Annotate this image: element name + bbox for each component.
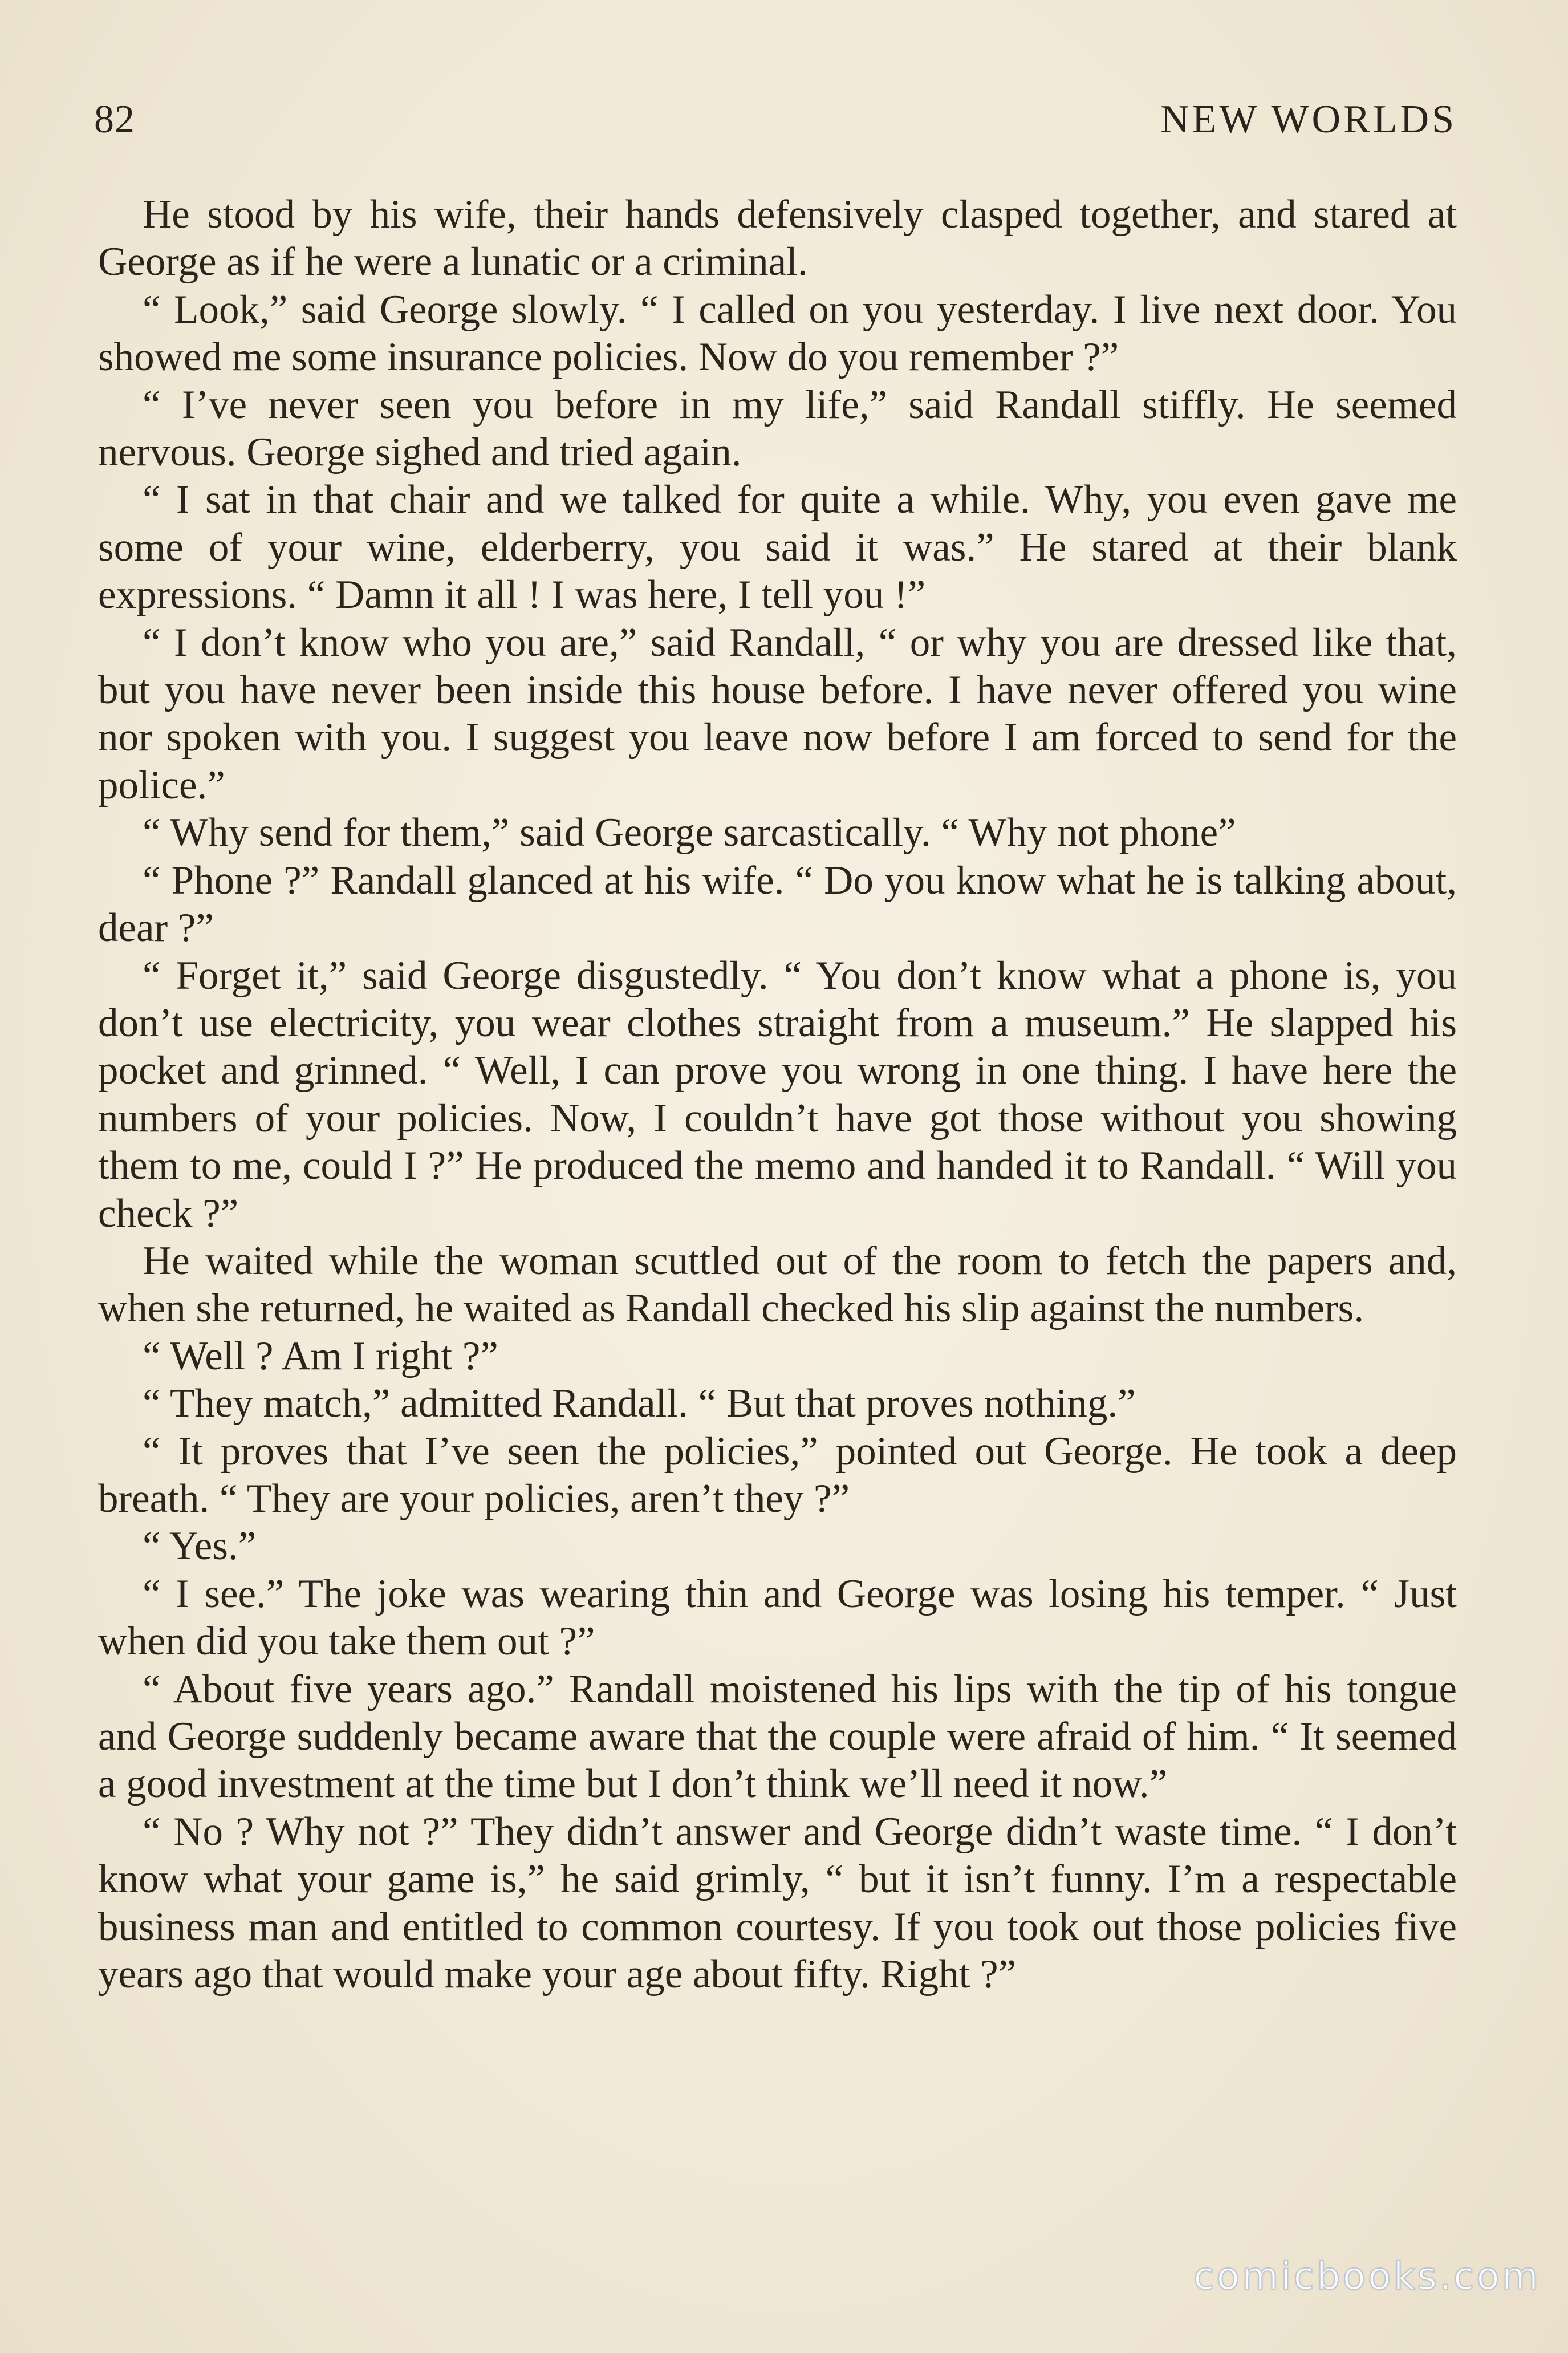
paragraph: “ No ? Why not ?” They didn’t answer and George didn’t waste time. “ I don’t know what your game is,” he said grimly, “ but it isn’t funny. I’m a respectable business man and entitled to common courtesy. If you took out those policies five years ago that would make your age about fifty. Right ?” — [98, 1809, 1457, 1997]
paragraph: “ I don’t know who you are,” said Randall, “ or why you are dressed like that, but you have never been inside this house before. I have never offered you wine nor spoken with you. I suggest you leave now before I am forced to send for the police.” — [98, 620, 1457, 808]
paragraph: “ I see.” The joke was wearing thin and George was losing his temper. “ Just when did you take them out ?” — [98, 1571, 1457, 1664]
paragraph: “ Look,” said George slowly. “ I called on you yesterday. I live next door. You showed me some insurance policies. Now do you remember ?” — [98, 287, 1457, 380]
paragraph: “ About five years ago.” Randall moistened his lips with the tip of his tongue and George suddenly became aware that the couple were afraid of him. “ It seemed a good investment at the time but I don’t think we’ll need it now.” — [98, 1666, 1457, 1807]
site-watermark: comicbooks.com — [1193, 2254, 1541, 2298]
running-title: NEW WORLDS — [1160, 98, 1457, 141]
paragraph: “ It proves that I’ve seen the policies,” pointed out George. He took a deep breath. “ They are your policies, aren’t they ?” — [98, 1429, 1457, 1521]
page-number: 82 — [94, 98, 135, 141]
paragraph: “ I’ve never seen you before in my life,” said Randall stiffly. He seemed nervous. George sighed and tried again. — [98, 382, 1457, 475]
paragraph: “ Forget it,” said George disgustedly. “ You don’t know what a phone is, you don’t use electricity, you wear clothes straight from a museum.” He slapped his pocket and grinned. “ Well, I can prove you wrong in one thing. I have here the numbers of your policies. Now, I couldn’t have got those without you showing them to me, could I ?” He produced the memo and handed it to Randall. “ Will you check ?” — [98, 953, 1457, 1236]
paragraph: He waited while the woman scuttled out of the room to fetch the papers and, when she returned, he waited as Randall checked his slip against the numbers. — [98, 1238, 1457, 1331]
paragraph: He stood by his wife, their hands defensively clasped together, and stared at George as if he were a lunatic or a criminal. — [98, 192, 1457, 285]
page-header — [94, 97, 1457, 154]
paragraph: “ Yes.” — [143, 1524, 257, 1569]
paragraph: “ Well ? Am I right ?” — [143, 1333, 498, 1378]
paragraph: “ Phone ?” Randall glanced at his wife. “ Do you know what he is talking about, dear ?” — [98, 858, 1457, 951]
paragraph: “ Why send for them,” said George sarcastically. “ Why not phone” — [143, 810, 1236, 855]
paragraph: “ They match,” admitted Randall. “ But that proves nothing.” — [143, 1381, 1136, 1426]
paragraph: “ I sat in that chair and we talked for quite a while. Why, you even gave me some of your wine, elderberry, you said it was.” He stared at their blank expressions. “ Damn it all ! I was here, I tell you !” — [98, 477, 1457, 618]
story-text — [98, 191, 1457, 1998]
